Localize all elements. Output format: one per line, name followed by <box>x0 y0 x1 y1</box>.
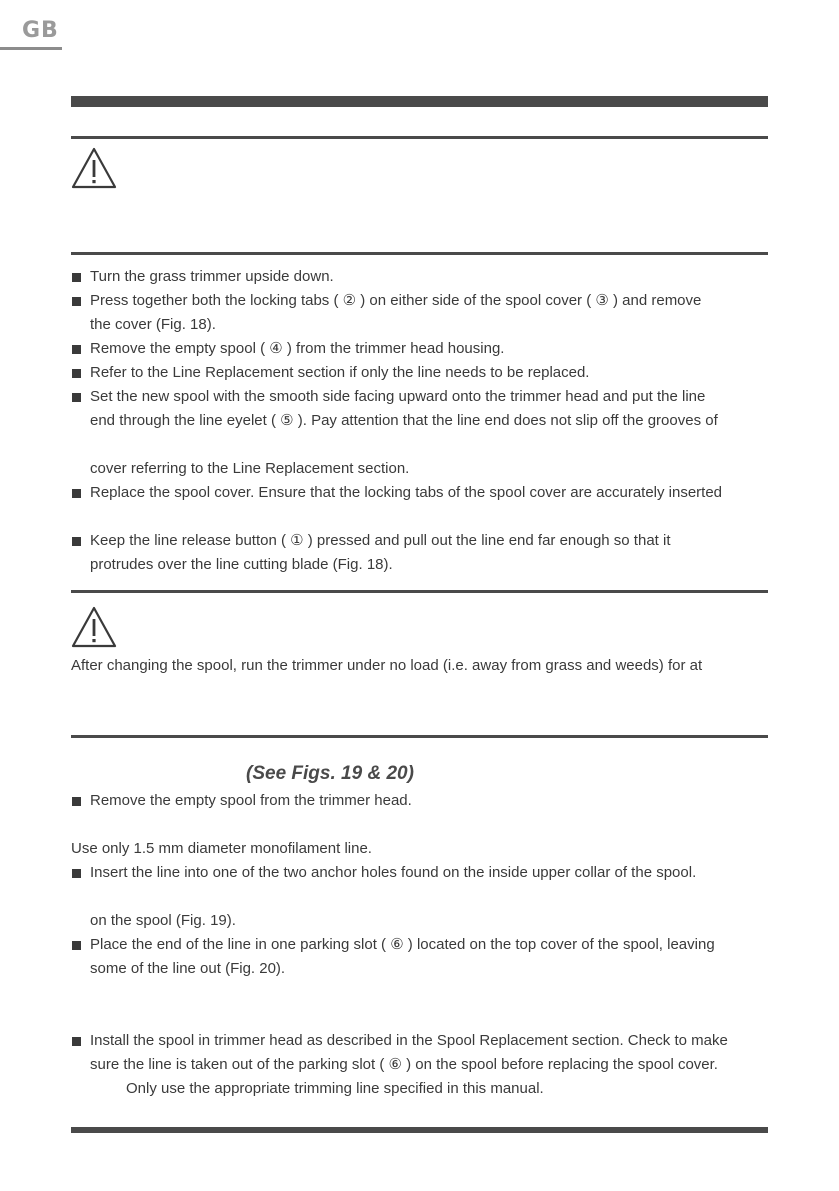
bullet-icon <box>72 393 81 402</box>
list-item: Replace the spool cover. Ensure that the locking tabs of the spool cover are accurately inserted <box>90 484 723 501</box>
list-item: Install the spool in trimmer head as described in the Spool Replacement section. Check to make <box>90 1032 728 1049</box>
list-item-continuation: protrudes over the line cutting blade (Fig. 18). <box>90 556 393 573</box>
list-item-continuation: some of the line out (Fig. 20). <box>90 960 286 977</box>
line-spec-text: Use only 1.5 mm diameter monofilament line. <box>71 840 372 857</box>
page-bottom-rule <box>71 1127 768 1133</box>
caution-text: After changing the spool, run the trimmer under no load (i.e. away from grass and weeds) for at <box>71 657 703 674</box>
warning-triangle-icon <box>71 606 117 648</box>
bullet-icon <box>72 1037 81 1046</box>
list-item: Insert the line into one of the two anchor holes found on the inside upper collar of the spool. <box>90 864 697 881</box>
line-replacement-top-rule <box>71 735 768 738</box>
list-item: Set the new spool with the smooth side facing upward onto the trimmer head and put the line <box>90 388 706 405</box>
list-item: Refer to the Line Replacement section if only the line needs to be replaced. <box>90 364 590 381</box>
bullet-icon <box>72 537 81 546</box>
list-item-continuation: end through the line eyelet ( ⑤ ). Pay attention that the line end does not slip off the grooves of <box>90 412 718 429</box>
list-item: Keep the line release button ( ① ) pressed and pull out the line end far enough so that it <box>90 532 671 549</box>
bullet-icon <box>72 273 81 282</box>
list-item-continuation: sure the line is taken out of the parking slot ( ⑥ ) on the spool before replacing the spool cover. <box>90 1056 718 1073</box>
warning-bottom-rule <box>71 252 768 255</box>
line-replacement-heading: (See Figs. 19 & 20) <box>246 763 414 784</box>
bullet-icon <box>72 369 81 378</box>
list-item-continuation: on the spool (Fig. 19). <box>90 912 236 929</box>
bullet-icon <box>72 489 81 498</box>
section-title-bar <box>71 96 768 107</box>
list-item-continuation: cover referring to the Line Replacement section. <box>90 460 410 477</box>
note-text: Only use the appropriate trimming line specified in this manual. <box>126 1080 544 1097</box>
bullet-icon <box>72 297 81 306</box>
warning-triangle-icon <box>71 147 117 189</box>
list-item: Remove the empty spool ( ④ ) from the trimmer head housing. <box>90 340 505 357</box>
list-item: Turn the grass trimmer upside down. <box>90 268 334 285</box>
warning-top-rule <box>71 136 768 139</box>
language-tag-underline <box>0 47 62 50</box>
list-item: Press together both the locking tabs ( ② ) on either side of the spool cover ( ③ ) and remove <box>90 292 702 309</box>
language-tag: GB <box>22 18 59 43</box>
list-item-continuation: the cover (Fig. 18). <box>90 316 216 333</box>
list-item: Remove the empty spool from the trimmer head. <box>90 792 412 809</box>
bullet-icon <box>72 797 81 806</box>
bullet-icon <box>72 869 81 878</box>
bullet-icon <box>72 941 81 950</box>
list-item: Place the end of the line in one parking slot ( ⑥ ) located on the top cover of the spool, leaving <box>90 936 715 953</box>
bullet-icon <box>72 345 81 354</box>
caution-top-rule <box>71 590 768 593</box>
